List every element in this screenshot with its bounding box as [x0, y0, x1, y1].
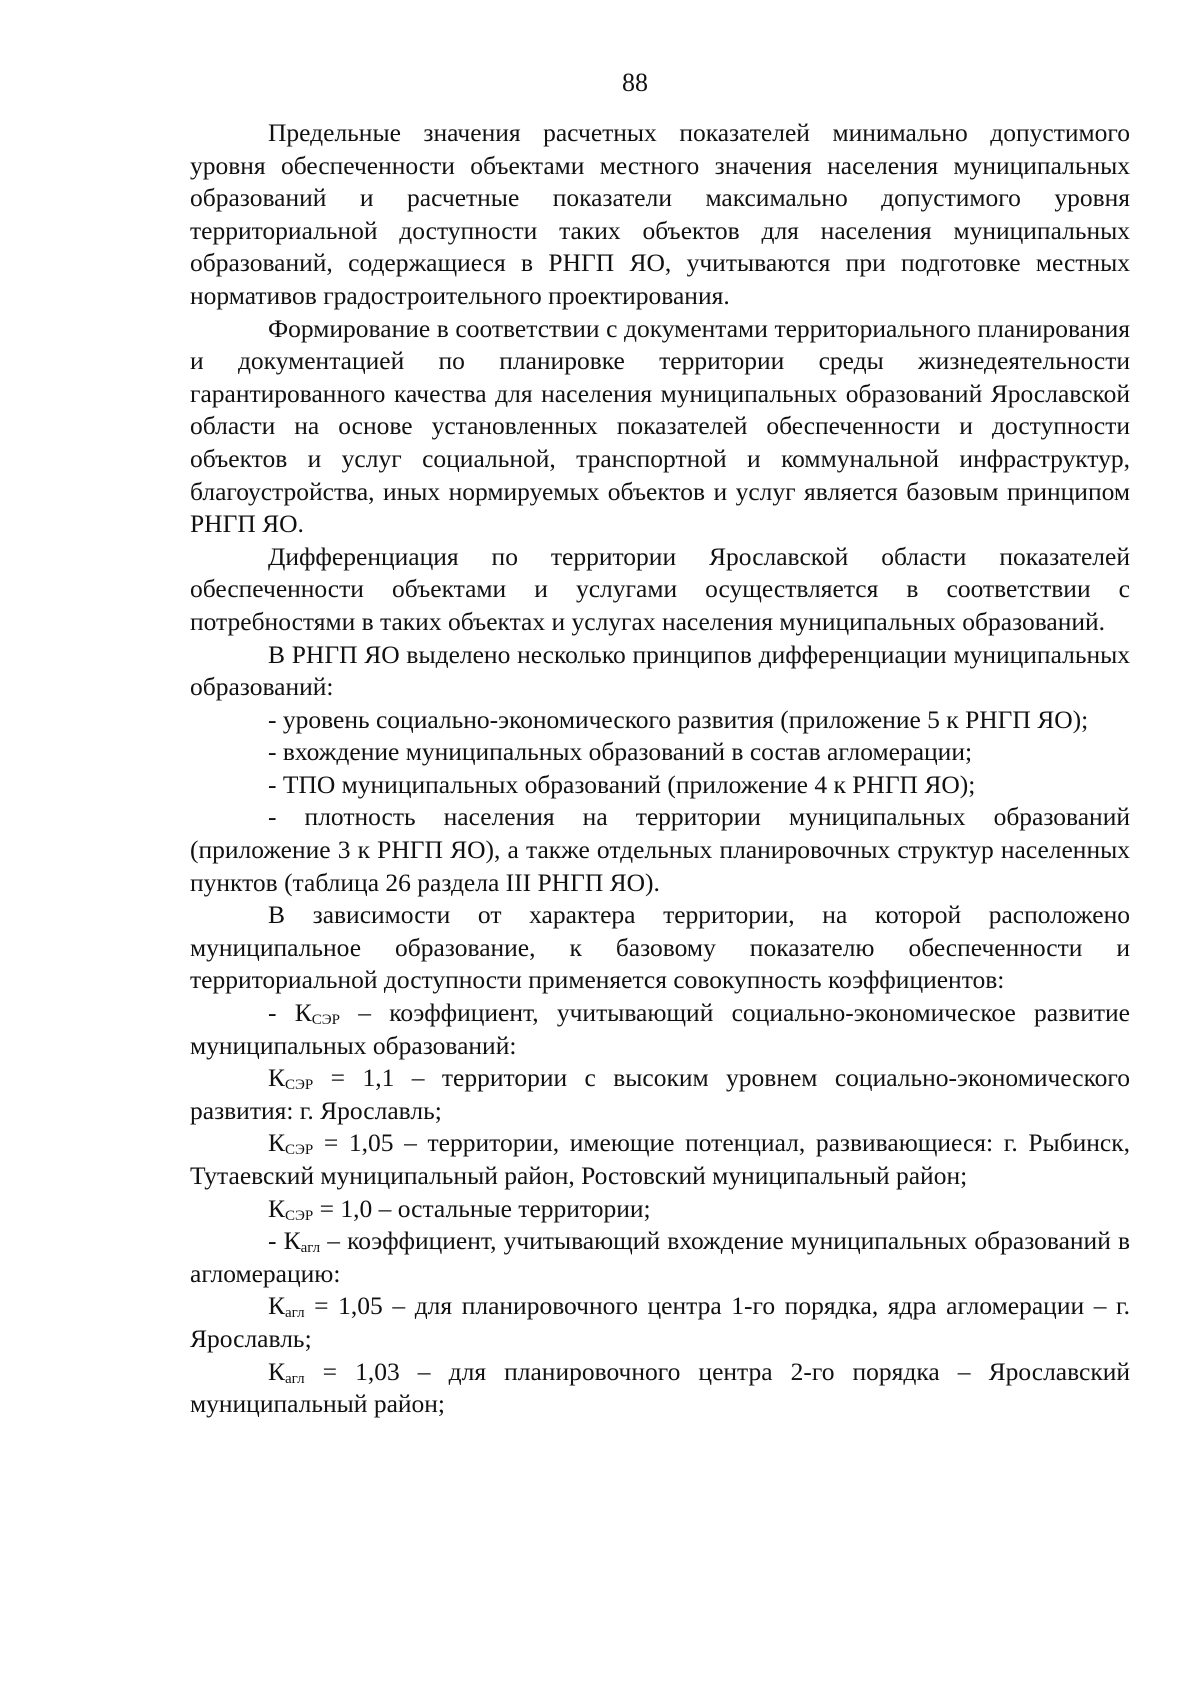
- coefficient-subscript: агл: [285, 1370, 305, 1387]
- coefficient-text: = 1,05 – для планировочного центра 1-го порядка, ядра агломерации – г. Ярославль;: [190, 1291, 1130, 1353]
- list-item: - вхождение муниципальных образований в состав агломерации;: [268, 737, 973, 767]
- document-body: [190, 117, 1130, 1421]
- paragraph: В РНГП ЯО выделено несколько принципов дифференциации муниципальных образований:: [190, 639, 1130, 702]
- coefficient-text: = 1,05 – территории, имеющие потенциал, развивающиеся: г. Рыбинск, Тутаевский муниципальный район, Ростовский муниципальный район;: [190, 1128, 1130, 1190]
- coefficient-text: – коэффициент, учитывающий вхождение муниципальных образований в агломерацию:: [190, 1226, 1130, 1288]
- coefficient-subscript: СЭР: [285, 1142, 314, 1159]
- list-item: - уровень социально-экономического развития (приложение 5 к РНГП ЯО);: [268, 704, 1089, 734]
- coefficient-definition: [190, 997, 1130, 1062]
- coefficient-text: = 1,03 – для планировочного центра 2-го порядка – Ярославский муниципальный район;: [190, 1356, 1130, 1419]
- coefficient-subscript: СЭР: [311, 1012, 340, 1029]
- coefficient-symbol: К: [268, 1193, 286, 1223]
- coefficient-symbol: - К: [268, 1226, 301, 1256]
- list-item: - ТПО муниципальных образований (приложение 4 к РНГП ЯО);: [268, 769, 976, 799]
- coefficient-subscript: СЭР: [285, 1207, 314, 1224]
- coefficient-symbol: К: [268, 1128, 286, 1158]
- page-number: 88: [622, 68, 648, 97]
- list-item: - плотность населения на территории муниципальных образований (приложение 3 к РНГП ЯО), а также отдельных планировочных структур населенных пунктов (таблица 26 раздела III РНГП ЯО).: [190, 802, 1130, 897]
- coefficient-symbol: К: [268, 1291, 286, 1321]
- coefficient-symbol: К: [268, 1356, 286, 1386]
- coefficient-subscript: агл: [285, 1305, 305, 1322]
- coefficient-text: = 1,1 – территории с высоким уровнем социально-экономического развития: г. Ярославль;: [190, 1063, 1130, 1125]
- paragraph: В зависимости от характера территории, на которой расположено муниципальное образование, к базовому показателю обеспеченности и территориальной доступности применяется совокупность коэффициентов:: [190, 900, 1130, 995]
- coefficient-value: [190, 1127, 1130, 1192]
- coefficient-symbol: - К: [268, 998, 312, 1028]
- coefficient-value: [190, 1193, 1130, 1226]
- paragraph: Формирование в соответствии с документами территориального планирования и документацией по планировке территории среды жизнедеятельности гарантированного качества для населения муниципальных образований Ярославской области на основе установленных показателей обеспеченности и доступности объектов и услуг социальной, транспортной и коммунальной инфраструктур, благоустройства, иных нормируемых объектов и услуг является базовым принципом РНГП ЯО.: [190, 313, 1130, 539]
- coefficient-value: [190, 1290, 1130, 1355]
- paragraph: Предельные значения расчетных показателей минимально допустимого уровня обеспеченности объектами местного значения населения муниципальных образований и расчетные показатели максимально допустимого уровня территориальной доступности таких объектов для населения муниципальных образований, содержащиеся в РНГП ЯО, учитываются при подготовке местных нормативов градостроительного проектирования.: [190, 118, 1130, 310]
- coefficient-text: = 1,0 – остальные территории;: [313, 1193, 651, 1223]
- coefficient-definition: [190, 1225, 1130, 1290]
- coefficient-value: [190, 1062, 1130, 1127]
- coefficient-subscript: агл: [300, 1240, 321, 1257]
- paragraph: Дифференциация по территории Ярославской области показателей обеспеченности объектами и услугами осуществляется в соответствии с потребностями в таких объектах и услугах населения муниципальных образований.: [190, 541, 1130, 636]
- coefficient-symbol: К: [268, 1063, 286, 1093]
- coefficient-subscript: СЭР: [285, 1077, 314, 1094]
- coefficient-text: – коэффициент, учитывающий социально-экономическое развитие муниципальных образований:: [190, 998, 1130, 1060]
- coefficient-value: [190, 1356, 1130, 1421]
